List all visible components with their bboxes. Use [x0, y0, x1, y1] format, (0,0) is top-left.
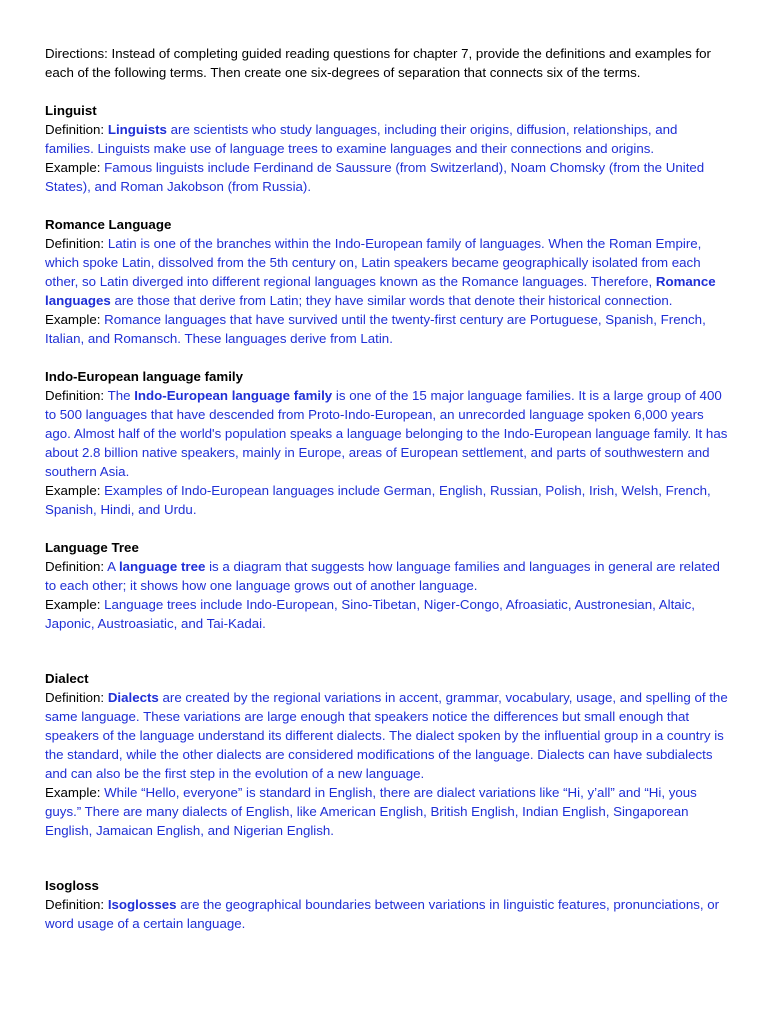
term-romance-language — [45, 215, 728, 348]
definition-keyword: Linguists — [107, 122, 167, 137]
example-line — [45, 481, 728, 519]
example-label: Example: — [45, 785, 105, 800]
definition-pre: Latin is one of the branches within the Indo-European family of languages. When the Roman Empire, which spoke Latin, dissolved from the 5th century on, Latin speakers became geographically isolated from each other, so Latin diverged into different regional languages known as the Romance languages. Therefore, — [45, 236, 702, 289]
term-language-tree — [45, 538, 728, 633]
definition-text: are scientists who study languages, including their origins, diffusion, relationships, and families. Linguists make use of language trees to examine languages and their connections and origins. — [45, 122, 678, 156]
definition-line — [45, 234, 728, 310]
term-isogloss — [45, 876, 728, 933]
term-title: Linguist — [45, 103, 97, 118]
definition-line — [45, 688, 728, 783]
example-label: Example: — [45, 160, 105, 175]
definition-text: is one of the 15 major language families. It is a large group of 400 to 500 languages that have descended from Proto-Indo-European, an unrecorded language spoken 6,000 years ago. Almost half of the world's population speaks a language belonging to the Indo-European language family. It has about 2.8 billion native speakers, mainly in Europe, areas of European settlement, and parts of southwestern and southern Asia. — [45, 388, 728, 479]
example-text: While “Hello, everyone” is standard in English, there are dialect variations like “Hi, y’all” and “Hi, yous guys.” There are many dialects of English, like American English, British English, Indian English, Singaporean English, Jamaican English, and Nigerian English. — [45, 785, 697, 838]
example-line — [45, 783, 728, 840]
definition-line — [45, 895, 728, 933]
definition-label: Definition: — [45, 122, 108, 137]
term-dialect — [45, 669, 728, 840]
example-line — [45, 310, 728, 348]
definition-label: Definition: — [45, 559, 108, 574]
definition-text: are the geographical boundaries between variations in linguistic features, pronunciations, or word usage of a certain language. — [45, 897, 720, 931]
term-indo-european-family — [45, 367, 728, 519]
definition-line — [45, 386, 728, 481]
example-line — [45, 595, 728, 633]
definition-text: are created by the regional variations in accent, grammar, vocabulary, usage, and spelling of the same language. These variations are large enough that speakers notice the differences but small enough that speakers of the language understand its different dialects. The dialect spoken by the influential group in a country is the standard, while the other dialects are considered modifications of the language. Dialects can have subdialects and can also be the first step in the evolution of a new language. — [45, 690, 728, 781]
definition-label: Definition: — [45, 388, 108, 403]
definition-keyword: Romance languages — [45, 274, 716, 308]
definition-keyword: language tree — [118, 559, 206, 574]
example-text: Language trees include Indo-European, Sino-Tibetan, Niger-Congo, Afroasiatic, Austronesian, Altaic, Japonic, Austroasiatic, and Tai-Kadai. — [45, 597, 695, 631]
term-title: Dialect — [45, 671, 89, 686]
example-text: Romance languages that have survived until the twenty-first century are Portuguese, Spanish, French, Italian, and Romansch. These languages derive from Latin. — [45, 312, 706, 346]
definition-keyword: Dialects — [107, 690, 159, 705]
example-label: Example: — [45, 483, 105, 498]
definition-label: Definition: — [45, 897, 108, 912]
definition-line — [45, 557, 728, 595]
definition-pre: The — [107, 388, 135, 403]
term-title: Language Tree — [45, 540, 139, 555]
term-title: Romance Language — [45, 217, 172, 232]
directions-text: Directions: Instead of completing guided reading questions for chapter 7, provide the definitions and examples for each of the following terms. Then create one six-degrees of separation that connects six of the terms. — [45, 46, 711, 80]
definition-label: Definition: — [45, 236, 108, 251]
example-label: Example: — [45, 312, 105, 327]
definition-pre: A — [107, 559, 119, 574]
example-text: Famous linguists include Ferdinand de Saussure (from Switzerland), Noam Chomsky (from the United States), and Roman Jakobson (from Russia). — [45, 160, 705, 194]
term-title: Indo-European language family — [45, 369, 243, 384]
definition-keyword: Isoglosses — [107, 897, 177, 912]
term-title: Isogloss — [45, 878, 99, 893]
definition-text: are those that derive from Latin; they have similar words that denote their historical connection. — [110, 293, 673, 308]
definition-label: Definition: — [45, 690, 108, 705]
definition-line — [45, 120, 728, 158]
example-text: Examples of Indo-European languages include German, English, Russian, Polish, Irish, Welsh, French, Spanish, Hindi, and Urdu. — [45, 483, 711, 517]
example-label: Example: — [45, 597, 105, 612]
definition-text: is a diagram that suggests how language families and languages in general are related to each other; it shows how one language grows out of another language. — [45, 559, 720, 593]
example-line — [45, 158, 728, 196]
term-linguist — [45, 101, 728, 196]
definition-keyword: Indo-European language family — [134, 388, 333, 403]
